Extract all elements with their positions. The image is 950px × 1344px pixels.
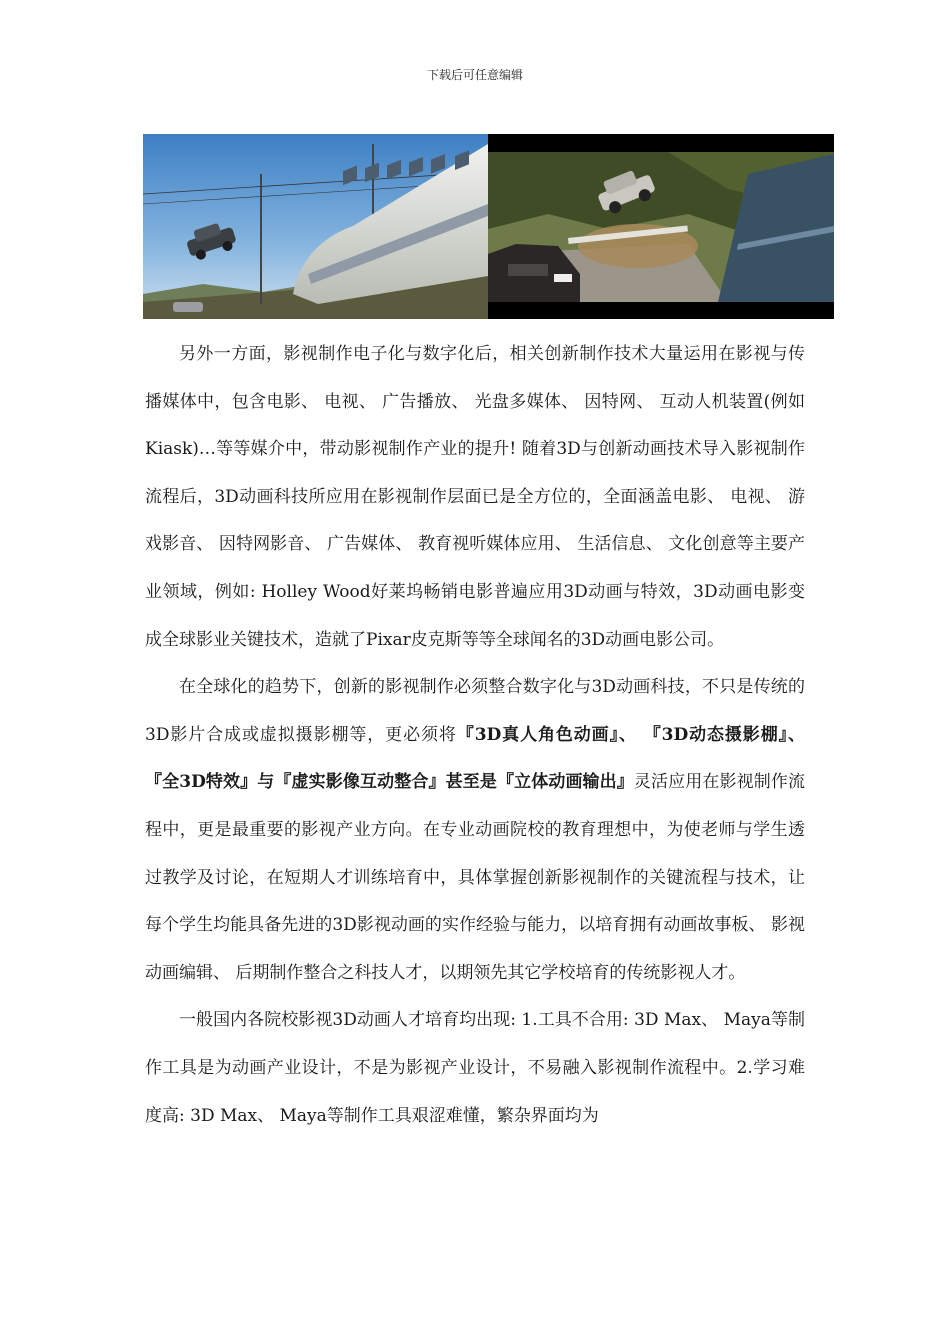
figure-image-pair — [143, 134, 834, 319]
car-crash-photo — [488, 134, 834, 319]
text-segment: 一般国内各院校影视3D动画人才培育均出现: 1.工具不合用: 3D Max、 Maya等制作工具是为动画产业设计，不是为影视产业设计，不易融入影视制作流程中。2.学习难度高: 3D Max、 Maya等制作工具艰涩难懂，繁杂界面均为 — [145, 1010, 805, 1126]
text-segment: 在全球化的趋势下，创新的影视制作必须整合数字化与3D动画科技，不只是传统的3D影片合成或虚拟摄影棚等，更必须将 — [145, 677, 805, 745]
text-segment: 另外一方面，影视制作电子化与数字化后，相关创新制作技术大量运用在影视与传播媒体中，包含电影、 电视、 广告播放、 光盘多媒体、 因特网、 互动人机装置(例如Kiask)…等等媒介中，带动影视制作产业的提升! 随着3D与创新动画技术导入影视制作流程后，3D动画科技所应用在影视制作层面已是全方位的，全面涵盖电影、 电视、 游戏影音、 因特网影音、 广告媒体、 教育视听媒体应用、 生活信息、 文化创意等主要产业领域，例如: Holley Wood好莱坞畅销电影普遍应用3D动画与特效，3D动画电影变成全球影业关键技术，造就了Pixar皮克斯等等全球闻名的3D动画电影公司。 — [145, 344, 805, 650]
bold-text-segment: 『3D真人角色动画』、 『3D动态摄影棚』、 『全3D特效』与『虚实影像互动整合』甚至是『立体动画输出』 — [145, 724, 806, 793]
body-text — [145, 331, 805, 1140]
train-render-image — [143, 134, 488, 319]
paragraph — [145, 664, 805, 997]
paragraph — [145, 997, 805, 1140]
header-note: 下载后可任意编辑 — [426, 68, 523, 82]
paragraph — [145, 331, 805, 664]
text-segment: 灵活应用在影视制作流程中，更是最重要的影视产业方向。在专业动画院校的教育理想中，为使老师与学生透过教学及讨论，在短期人才训练培育中，具体掌握创新影视制作的关键流程与技术，让每个学生均能具备先进的3D影视动画的实作经验与能力，以培育拥有动画故事板、 影视动画编辑、 后期制作整合之科技人才，以期领先其它学校培育的传统影视人才。 — [145, 772, 805, 983]
